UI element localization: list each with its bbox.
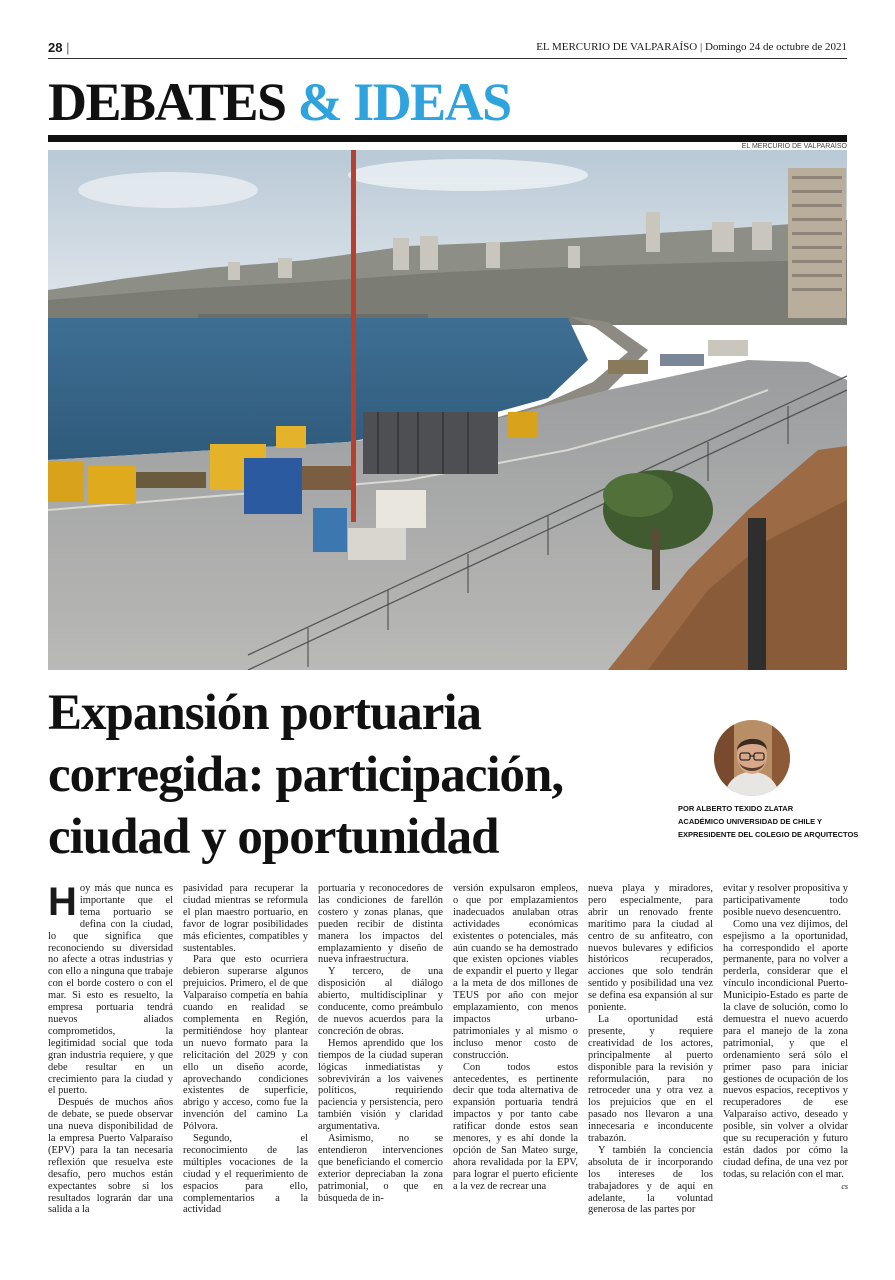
body-paragraph: portuaria y reconocedores de las condiciones de farellón costero y zonas planas, que pueden recibir de distinta manera los impactos del emplazamiento y diseño de nueva infraestructura.	[318, 883, 443, 966]
photo-credit: EL MERCURIO DE VALPARAÍSO	[741, 143, 847, 150]
body-paragraph: evitar y resolver propositiva y participativamente todo posible nuevo desencuentro.	[723, 883, 848, 918]
body-paragraph: Después de muchos años de debate, se puede observar una nueva disponibilidad de la empresa Puerto Valparaíso (EPV) para la tan necesaria reflexión que resuelva este desafío, pero muchos están expectantes sobre si los resultados lograrán dar una salida a la	[48, 1097, 173, 1216]
body-paragraph	[48, 883, 173, 1097]
body-paragraph: versión expulsaron empleos, o que por emplazamientos inadecuados anulaban otras actividades económicas existentes o potenciales, más aún cuando se ha demostrado que existen opciones viables de expandir el puerto y llegar a la meta de dos millones de TEUS por año con mejor emplazamiento, con menos impactos urbano-patrimoniales y al mismo o incluso menor costo de construcción.	[453, 883, 578, 1061]
body-paragraph: Y tercero, de una disposición al diálogo abierto, multidisciplinar y conducente, como preámbulo de nuevos acuerdos para la concreción de obras.	[318, 966, 443, 1037]
end-mark: cs	[841, 1181, 848, 1191]
paragraph-text: oy más que nunca es importante que el tema portuario se defina con la ciudad, lo que significa que reconociendo su diversidad no afecte a otras industrias y con ello a ninguna que trabaje con el borde costero o con el mar. Si esto es resuelto, la empresa portuaria tendrá nuevos aliados comprometidos, la legitimidad social que toda gran industria requiere, y que debe resultar en un crecimiento para la ciudad y el puerto.	[48, 883, 173, 1097]
port-photo-illustration	[48, 150, 847, 670]
author-portrait-illustration	[714, 720, 790, 796]
date-line: EL MERCURIO DE VALPARAÍSO | Domingo 24 de octubre de 2021	[536, 41, 847, 53]
byline-author: POR ALBERTO TEXIDO ZLATAR	[678, 804, 794, 813]
body-paragraph: Para que esto ocurriera debieron superarse algunos prejuicios. Primero, el de que Valparaíso competía en bahía cuando en realidad se complementa en Región, permitiéndose hoy plantear un nuevo formato para la relicitación del 2029 y con ello un diseño acorde, aprovechando condiciones existentes de superficie, abrigo y acceso, como fue la invención del camino La Pólvora.	[183, 954, 308, 1133]
body-paragraph: Hemos aprendido que los tiempos de la ciudad superan lógicas inmediatistas y sobrevivirán a los vaivenes políticos, requiriendo paciencia y persistencia, pero también visión y claridad argumentativa.	[318, 1037, 443, 1133]
body-column-2	[183, 883, 308, 1248]
body-paragraph	[723, 918, 848, 1191]
body-column-1	[48, 883, 173, 1248]
article-body	[48, 883, 848, 1248]
section-rule	[48, 135, 847, 142]
section-title-part1: DEBATES	[48, 72, 286, 132]
section-title-part2: & IDEAS	[297, 72, 511, 132]
byline-role: ACADÉMICO UNIVERSIDAD DE CHILE Y	[678, 817, 823, 826]
author-avatar	[714, 720, 790, 796]
byline-role-2: EXPRESIDENTE DEL COLEGIO DE ARQUITECTOS	[678, 830, 859, 839]
body-column-5	[588, 883, 713, 1248]
byline	[678, 802, 858, 841]
article-photo	[48, 150, 847, 670]
section-title	[48, 72, 511, 132]
page-number: 28 |	[48, 40, 69, 55]
body-column-3	[318, 883, 443, 1248]
body-paragraph: Segundo, el reconocimiento de las múltiples vocaciones de la ciudad y el requerimiento de espacios para ello, complementarios a la actividad	[183, 1133, 308, 1216]
body-column-6	[723, 883, 848, 1248]
paragraph-text: Como una vez dijimos, del espejismo a la oportunidad, ha correspondido el aporte permanente, para no volver a perderla, considerar que el vínculo incondicional Puerto-Municipio-Estado es parte de la clave de solución, como lo demuestra el nuevo acuerdo para el manejo de la zona patrimonial, y que el ordenamiento será sólo el primer paso para iniciar gestiones de ocupación de los nuevos espacios, receptivos y recuperadores de ese Valparaíso activo, deseado y posible, sin volver a olvidar que su recuperación y futuro están dados por cómo la ciudad defina, de una vez por todas, su relación con el mar.	[723, 918, 848, 1180]
page-folio	[48, 36, 847, 59]
body-paragraph: La oportunidad está presente, y requiere creatividad de los actores, principalmente al puerto disponible para la revisión y reformulación, para no retroceder una y otra vez a los prejuicios que en el pasado nos llevaron a una innecesaria e inconducente trabazón.	[588, 1013, 713, 1145]
body-paragraph: Asimismo, no se entendieron intervenciones que beneficiando el comercio exterior depreciaban la zona patrimonial, o que en búsqueda de in-	[318, 1133, 443, 1204]
drop-cap: H	[48, 883, 77, 924]
body-paragraph: Y también la conciencia absoluta de ir incorporando los intereses de los trabajadores y de aquí en adelante, la voluntad generosa de las partes por	[588, 1144, 713, 1216]
body-column-4	[453, 883, 578, 1248]
body-paragraph: pasividad para recuperar la ciudad mientras se reformula el plan maestro portuario, en favor de lograr posibilidades más eficientes, compatibles y sustentables.	[183, 883, 308, 954]
body-paragraph: Con todos estos antecedentes, es pertinente decir que toda alternativa de expansión portuaria tendrá impactos y por tanto cabe ratificar donde estos sean menores, y es ahí donde la opción de San Mateo surge, ahora revalidada por la EPV, para lograr el puerto eficiente a la vez de recrear una	[453, 1061, 578, 1192]
article-headline: Expansión portuaria corregida: participación, ciudad y oportunidad	[48, 685, 564, 865]
body-paragraph: nueva playa y miradores, pero especialmente, para abrir un renovado frente marítimo para la ciudad al centro de su anfiteatro, con nuevos bulevares y edificios históricos recuperados, acciones que solo tendrán sentido y posibilidad una vez se defina esa expansión al sur poniente.	[588, 883, 713, 1014]
